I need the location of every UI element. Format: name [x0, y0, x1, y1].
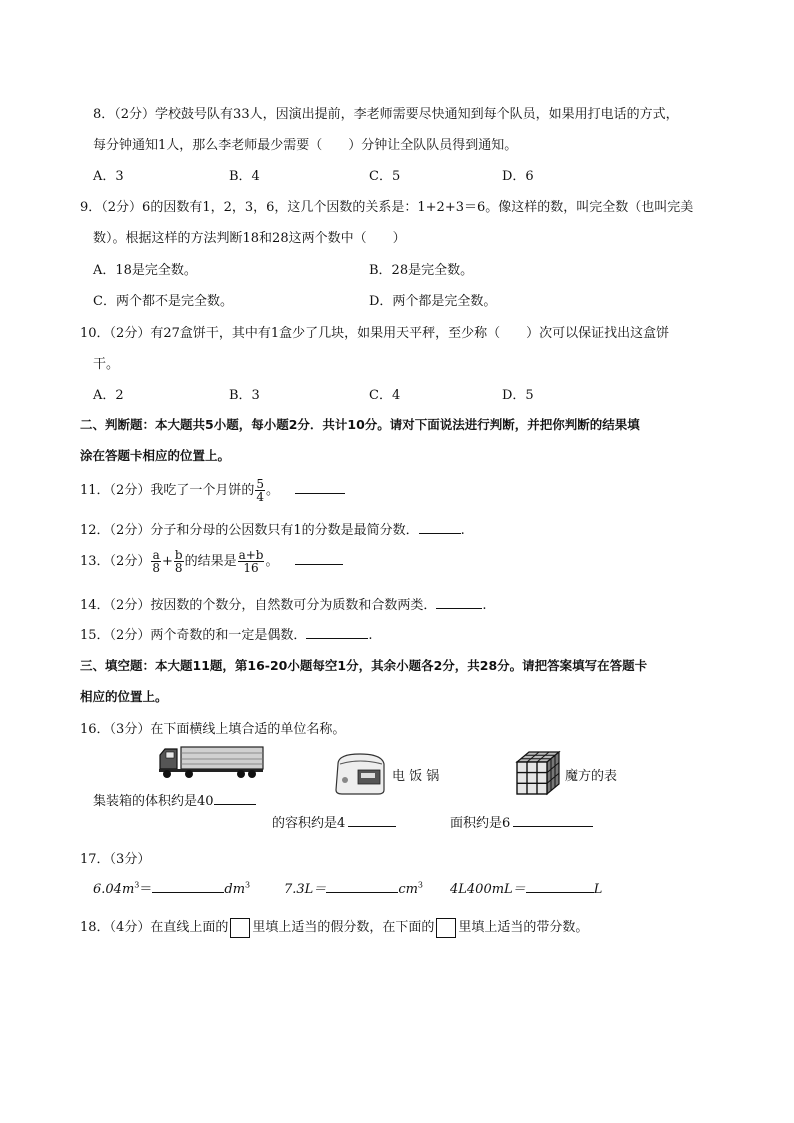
q17-part2: $7.3L= cm^3$ [284, 880, 424, 897]
q9-line2: 数）。根据这样的方法判断18和28这两个数中（ ） [93, 231, 406, 246]
q8-option-c[interactable]: C．5 [369, 169, 401, 184]
q13-fraction-a: $\frac{a}{8}$ [152, 548, 160, 575]
q16-blank-1[interactable] [214, 792, 256, 805]
section2-heading-line2: 涂在答题卡相应的位置上。 [80, 448, 231, 463]
rice-cooker-label: 电 饭 锅 [392, 769, 440, 784]
q10-option-a[interactable]: A．2 [93, 388, 124, 403]
q8-option-a[interactable]: A．3 [93, 169, 124, 184]
q13-fraction-result: $\frac{a+b}{16}$ [238, 548, 264, 575]
q9-option-b[interactable]: B．28是完全数。 [369, 263, 474, 278]
q11: 11．（2分）我吃了一个月饼的 $\frac{5}{4}$ 。 [80, 478, 345, 503]
q11-answer-blank[interactable] [295, 481, 345, 494]
rubiks-cube-label: 魔方的表 [565, 769, 618, 784]
section2-heading-line1: 二、判断题：本大题共5小题，每小题2分．共计10分。请对下面说法进行判断，并把你判断的结果填 [80, 417, 640, 432]
q10-line1: 10．（2分）有27盒饼干，其中有1盒少了几块，如果用天平秤，至少称（ ）次可以保证找出这盒饼 [80, 326, 670, 341]
q16-item-cooker: 的容积约是4 [272, 812, 396, 831]
q15: 15．（2分）两个奇数的和一定是偶数． . [80, 628, 373, 643]
q8-line2: 每分钟通知1人，那么李老师最少需要（ ）分钟让全队队员得到通知。 [93, 138, 518, 153]
q11-text: 11．（2分）我吃了一个月饼的 [80, 483, 255, 498]
q13-fraction-b: $\frac{b}{8}$ [174, 548, 183, 575]
q9-option-d[interactable]: D．两个都是完全数。 [369, 294, 497, 309]
q9-option-c[interactable]: C．两个都不是完全数。 [93, 294, 233, 309]
q10-option-b[interactable]: B．3 [229, 388, 260, 403]
q18-box-below [436, 918, 456, 938]
section3-heading-line2: 相应的位置上。 [80, 689, 168, 704]
rubiks-cube-image [513, 748, 563, 798]
q17-part3: 4L400mL＝ L [450, 882, 603, 897]
q13: 13．（2分） $\frac{a}{8}$ + $\frac{b}{8}$ 的结果是 $\frac{a+b}{16}$ 。 [80, 549, 343, 574]
q18: 18．（4分）在直线上面的 里填上适当的假分数，在下面的 里填上适当的带分数。 [80, 916, 588, 938]
section3-heading-line1: 三、填空题：本大题11题，第16-20小题每空1分，其余小题各2分，共28分。请把答案填写在答题卡 [80, 658, 648, 673]
container-truck-image [157, 745, 265, 779]
q17-blank-3[interactable] [526, 880, 594, 893]
q11-fraction: $\frac{5}{4}$ [256, 477, 264, 504]
q16-blank-2[interactable] [348, 814, 396, 827]
q17-title: 17．（3分） [80, 852, 151, 867]
q13-answer-blank[interactable] [295, 552, 343, 565]
q9-option-a[interactable]: A．18是完全数。 [93, 263, 197, 278]
q14-answer-blank[interactable] [436, 596, 482, 609]
q16-item-cube: 面积约是6 [450, 812, 593, 831]
q10-line2: 干。 [93, 357, 120, 372]
q8-option-d[interactable]: D．6 [502, 169, 534, 184]
q10-option-d[interactable]: D．5 [502, 388, 534, 403]
q14-text: 14．（2分）按因数的个数分，自然数可分为质数和合数两类． [80, 598, 437, 613]
q14: 14．（2分）按因数的个数分，自然数可分为质数和合数两类． . [80, 598, 487, 613]
q15-text: 15．（2分）两个奇数的和一定是偶数． [80, 628, 307, 643]
q18-box-above [230, 918, 250, 938]
q12-answer-blank[interactable] [419, 521, 461, 534]
rice-cooker-image [332, 750, 390, 796]
q12-text: 12．（2分）分子和分母的公因数只有1的分数是最简分数． [80, 523, 419, 538]
q17-blank-1[interactable] [152, 880, 224, 893]
q15-answer-blank[interactable] [306, 626, 368, 639]
q16-title: 16．（3分）在下面横线上填合适的单位名称。 [80, 722, 346, 737]
q10-option-c[interactable]: C．4 [369, 388, 401, 403]
q16-item-container: 集装箱的体积约是40 [93, 790, 256, 809]
q9-line1: 9．（2分）6的因数有1，2，3，6，这几个因数的关系是：1+2+3＝6。像这样的数，叫完全数（也叫完美 [80, 200, 694, 215]
q8-option-b[interactable]: B．4 [229, 169, 260, 184]
q12: 12．（2分）分子和分母的公因数只有1的分数是最简分数． . [80, 523, 465, 538]
q17-part1: $6.04m^3= dm^3$ [93, 880, 251, 897]
q8-line1: 8．（2分）学校鼓号队有33人，因演出提前，李老师需要尽快通知到每个队员，如果用打电话的方式， [93, 107, 679, 122]
q17-blank-2[interactable] [326, 880, 398, 893]
q16-blank-3[interactable] [513, 814, 593, 827]
